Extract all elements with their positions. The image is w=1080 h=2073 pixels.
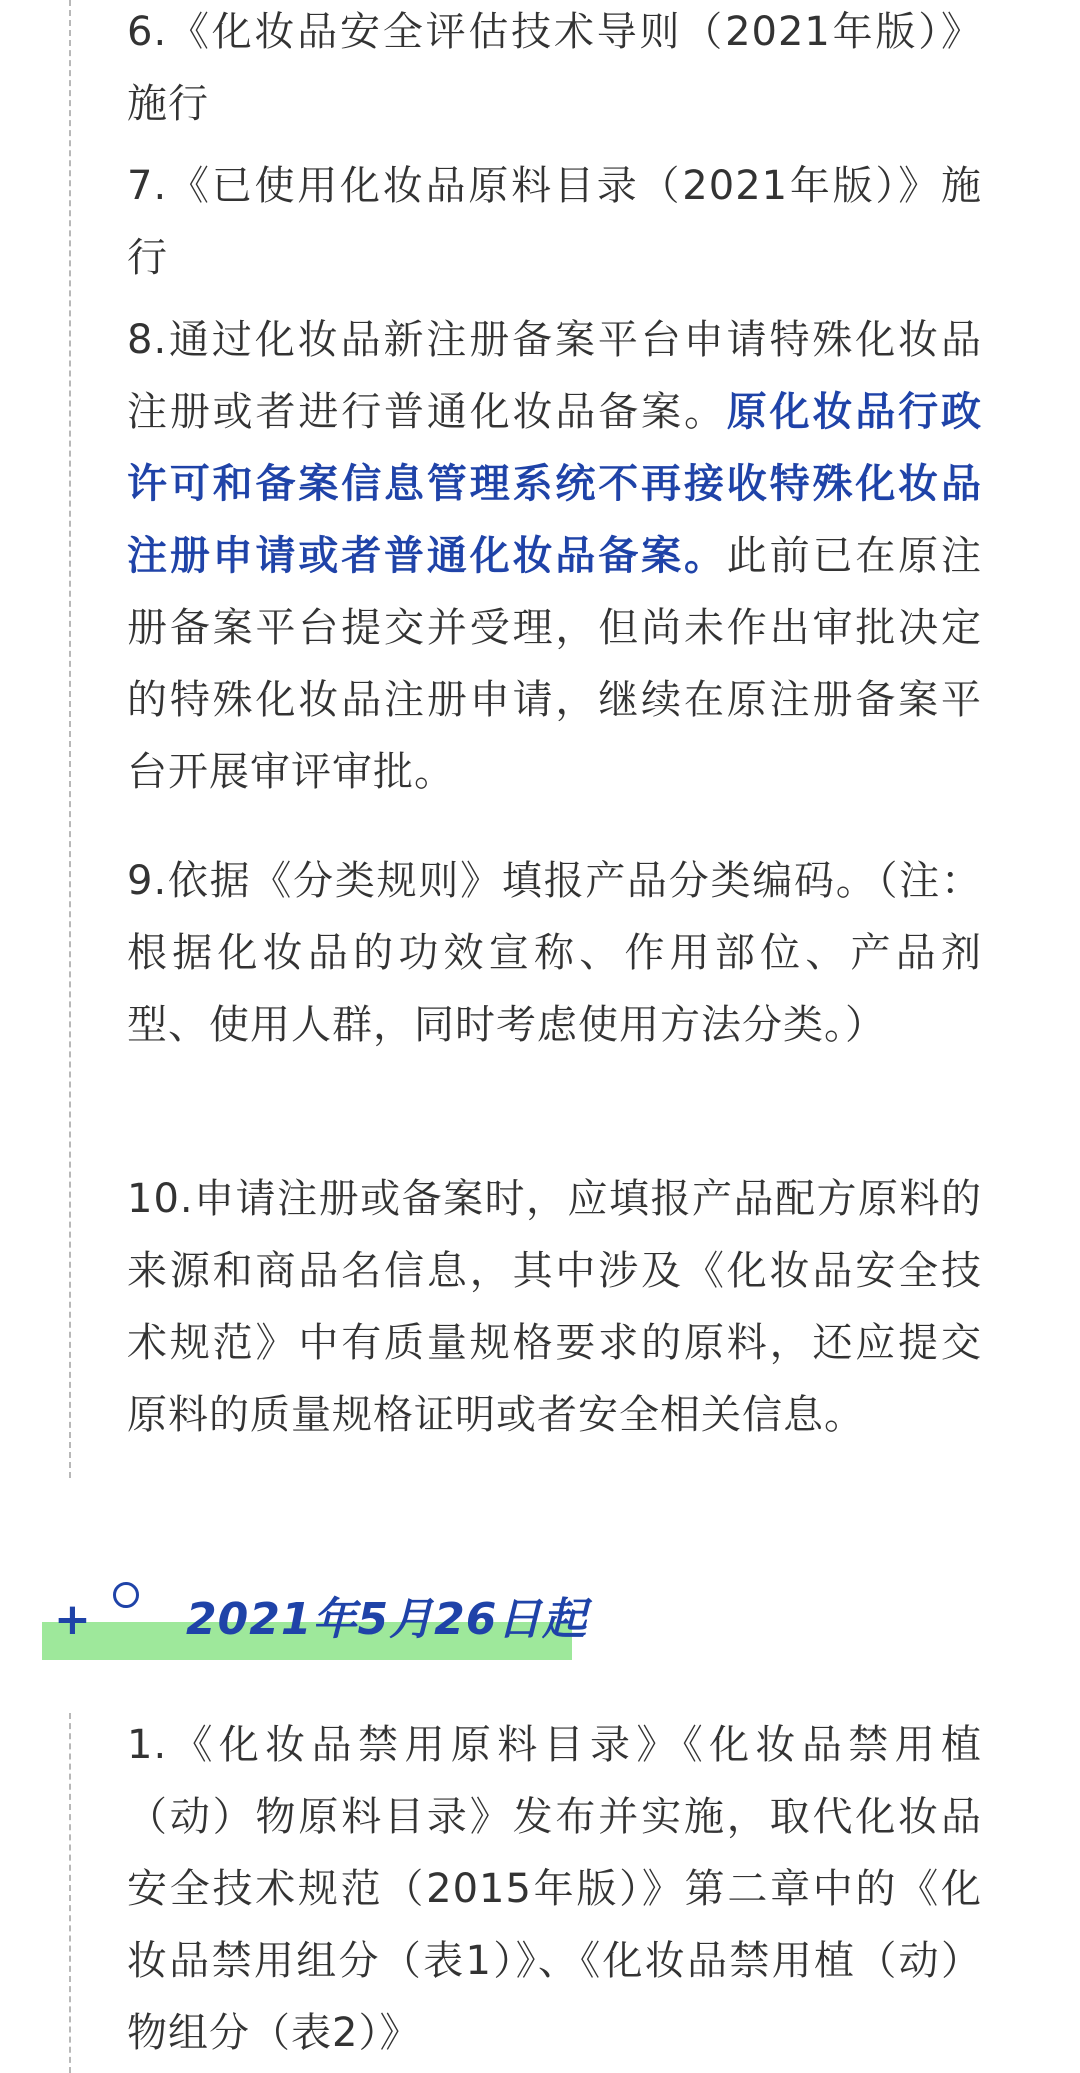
plus-icon: + (54, 1594, 91, 1645)
timeline-dashed-line-bottom (69, 1713, 71, 2073)
section-date-title: 2021年5月26日起 (186, 1594, 588, 1645)
list-item-8 (127, 304, 982, 808)
list-item-8-text-after: 此前已在原注册备案平台提交并受理，但尚未作出审批决定的特殊化妆品注册申请，继续在原注册备案平台开展审评审批。 (127, 533, 983, 795)
list-item-9: 9.依据《分类规则》填报产品分类编码。（注：根据化妆品的功效宣称、作用部位、产品剂型、使用人群，同时考虑使用方法分类。） (127, 858, 982, 1048)
list-item-10: 10.申请注册或备案时，应填报产品配方原料的来源和商品名信息，其中涉及《化妆品安全技术规范》中有质量规格要求的原料，还应提交原料的质量规格证明或者安全相关信息。 (127, 1176, 982, 1438)
list-item-7: 7.《已使用化妆品原料目录（2021年版）》施行 (127, 163, 982, 281)
section-list-item-1: 1.《化妆品禁用原料目录》《化妆品禁用植（动）物原料目录》发布并实施，取代化妆品安全技术规范（2015年版）》第二章中的《化妆品禁用组分（表1）》、《化妆品禁用植（动）物组分（表2）》 (127, 1722, 982, 2056)
section-heading (40, 1582, 588, 1662)
timeline-dashed-line-top (69, 0, 71, 1478)
list-item-6: 6.《化妆品安全评估技术导则（2021年版）》施行 (127, 9, 982, 127)
circle-icon (113, 1582, 139, 1608)
list-item-8-highlight: 原化妆品行政许可和备案信息管理系统不再接收特殊化妆品注册申请或者普通化妆品备案。 (127, 389, 983, 579)
list-item-8-text-before: 8.通过化妆品新注册备案平台申请特殊化妆品注册或者进行普通化妆品备案。 (127, 317, 982, 435)
